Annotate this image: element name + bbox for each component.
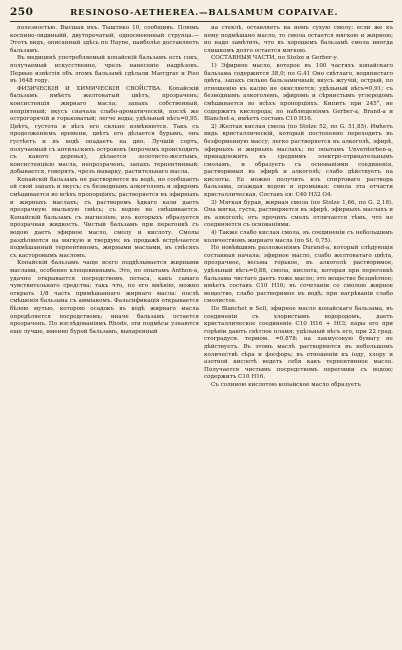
paragraph: По новѣйшимъ разложеніямъ Durand-а, который слѣдующія составныя начала: эфирное масло, слабо желтоватаго цвѣта, прозрачное, весьма горькое, въ алкоголѣ растворимое, удѣльный вѣсъ=0,88, смола, кислота, которая при перегонкѣ бальзама чистаго даетъ тоже масло; это вещество безцвѣтное; имѣетъ составъ C10 H16; въ сочетаніи со смолою жирное вещество, слабо растворимое въ водѣ; при нагрѣваніи слабо смолистое. — [204, 245, 393, 305]
paragraph: Копайскій бальзамъ не растворяется въ водѣ, но сообщаетъ ей свой запахъ и вкусъ; съ безводнымъ алкоголемъ и эфиромъ смѣшивается во всѣхъ пропорціяхъ; растворяется въ эфирныхъ и жирныхъ маслахъ; съ растворомъ ѣдкаго кали даетъ прозрачную мыльную смѣсь; съ водою не смѣшивается. Копайскій бальзамъ съ магнезіею, изъ которыхъ образуется прозрачная жидкость. Чистый бальзамъ при перегонкѣ съ водою даетъ эфирное масло, смолу и кислоту. Смолы раздѣляются на мягкую и твердую; въ продажѣ встрѣчается подмѣшанный терпентиномъ, жирными маслами, въ смѣсяхъ съ касторовымъ масломъ. — [10, 176, 199, 259]
paragraph: 1) Эфирное масло, которое въ 100 частяхъ копайскаго бальзама содержится 38,0; по G.41 Оно свѣтлаго, водянистаго цвѣта, запахъ сильно бальзамичный; вкусъ жгучій, острый, по отношенію къ калію не окисляется; удѣльный вѣсъ=0,91; съ безводнымъ алкоголемъ, эфиромъ и сѣрнистымъ углеродомъ смѣшивается во всѣхъ пропорціяхъ. Кипитъ при 245°, не содержитъ кислорода; по наблюденіямъ Gerber-а, Brand-а и Blanchet-а, имѣетъ составъ C10 H16. — [204, 62, 393, 123]
paragraph: Съ солиною кислотою копайское масло образуетъ — [211, 381, 361, 388]
paragraph: Въ медицинѣ употребляемый копайскій бальзамъ есть сокъ, получаемый искусственно, чрезъ нанесеніе надрѣзовъ. Первые извѣстія объ этомъ бальзамѣ сдѣлали Маrсgrav и Рiso въ 1648 году. — [10, 55, 199, 85]
right-column — [204, 25, 393, 649]
paragraph: на стеклѣ, оставляетъ на немъ сухую смолу; если же къ нему подмѣшано масло, то смола остается мягкою и жирною; но надо замѣтить, что въ хорошемъ бальзамѣ смола иногда слишкомъ долго остается мягкою. — [204, 25, 393, 54]
paragraph: По Blanchet и Sell, эфирное масло копайскаго бальзама, въ соединеніи съ хлористымъ водородомъ, даетъ кристаллическое соединеніе C10 H16 + HCl; пары его при горѣніи даютъ свѣтлое пламя; удѣльный вѣсъ его, при 22 град. стоградусн. термом. =0,878; на лакмусовую бумагу не дѣйствуетъ. Въ этомъ маслѣ растворяются въ небольшомъ количествѣ сѣра и фосфоръ; въ отношеніи къ іоду, хлору и азотной кислотѣ ведетъ себя какъ терпентинное масло. Получается чистымъ посредствомъ перегонки съ водою; содержитъ C10 H16. — [204, 305, 393, 381]
page-number: 250 — [10, 6, 34, 18]
running-title: RESINOSO-AETHEREA.—BALSAMUM COPAIVAE. — [70, 8, 339, 18]
paragraph: 3) Мягкая бурая, жирная смола (по Stolze 1,66, по G. 2,18). Она мягка, густа, растворяется въ эфирѣ, эфирныхъ маслахъ и въ алкоголѣ; отъ прочихъ смолъ отличается тѣмъ, что не соединяется съ основаніями. — [204, 199, 393, 229]
left-column — [10, 25, 199, 649]
page-header — [10, 6, 393, 22]
paragraph: 2) Желтая кислая смола (по Stolze 52, по G. 51,85). Имѣетъ видъ кристаллическій, который постепенно переходитъ въ безформенную массу; легко растворяется въ алкоголѣ, эфирѣ, эфирныхъ и жирныхъ маслахъ; по опытамъ Unverdorben-а, принадлежитъ къ среднимъ электро-отрицательнымъ смоламъ, и образуетъ съ основаніями соединенія, растворимыя въ эфирѣ и алкоголѣ; слабо дѣйствуетъ на кислоты. Ее можно получить изъ спиртоваго раствора бальзама, осаждая водою и промывая; смола эта отчасти кристаллическая, Составъ ея: C40 H32 O4. — [204, 123, 393, 199]
text-columns — [10, 25, 393, 649]
paragraph: полезностью. Высшая ихъ. Тыштяко 10, сообщивъ. Плюмъ коспино-лидиныйй, двуторочатый, односмеюнный струпца.— Этотъ видъ, описанный здѣсь по Hayne, наиболѣе доставляетъ бальзамъ. — [10, 25, 199, 54]
paragraph: ФИЗИЧЕСКІЯ И ХИМИЧЕСКІЯ СВОЙСТВА. Копайскій бальзамъ имѣетъ желтоватый цвѣтъ, прозраченъ; консистенція жирнаго масла; запахъ собственный, непріятный; вкусъ сначала слабо-ароматическій, послѣ же острогорячій и горьковатый; легче воды; удѣльный вѣсъ=0,95. Цвѣтъ, густота и вѣсъ его сильно измѣняются. Такъ съ продолженіемъ времени, цвѣтъ его дѣлается бурымъ, онъ густѣетъ и въ водѣ опадаетъ на дно. Лучшій сортъ, получаемый съ антильскихъ острововъ (впрочемъ происходитъ съ какого деревья), дѣлается золотисто-желтымъ, консистенцією масла, непрозраченъ, запахъ терпентинный; добывается, говорятъ, чрезъ выварку, растительнаго масла. — [10, 85, 199, 176]
paragraph: 4) Также слабо кислая смола, въ соединеніи съ небольшимъ количествомъ жирнаго масла (по St. 0,75). — [204, 230, 393, 244]
paragraph: Копайскій бальзамъ чаще всего поддѣлывается жирными маслами, особенно клещевиннымъ. Это, по опытамъ Anthon-а, удачно открывается посредствомъ потаса, какъ самаго чувствительнаго средства; такъ что, по его мнѣнію, можно открыть 1/8 часть примѣшаннаго жирнаго масла: послѣ смѣшенія бальзама съ амміакомъ. Фальсификація открывается бѣлою мутью, которою осадокъ въ водѣ жирнаго масла опредѣляется посредствомъ; иначе бальзамъ остается прозраченъ. По изслѣдованіямъ Rhodе, эти подмѣсы узнаются еще лучше, именно бурой бальзамъ, выпаренный — [10, 260, 199, 335]
paragraph: СОСТАВНЫЯ ЧАСТИ, по Stolze и Gerber-у. — [211, 55, 339, 62]
